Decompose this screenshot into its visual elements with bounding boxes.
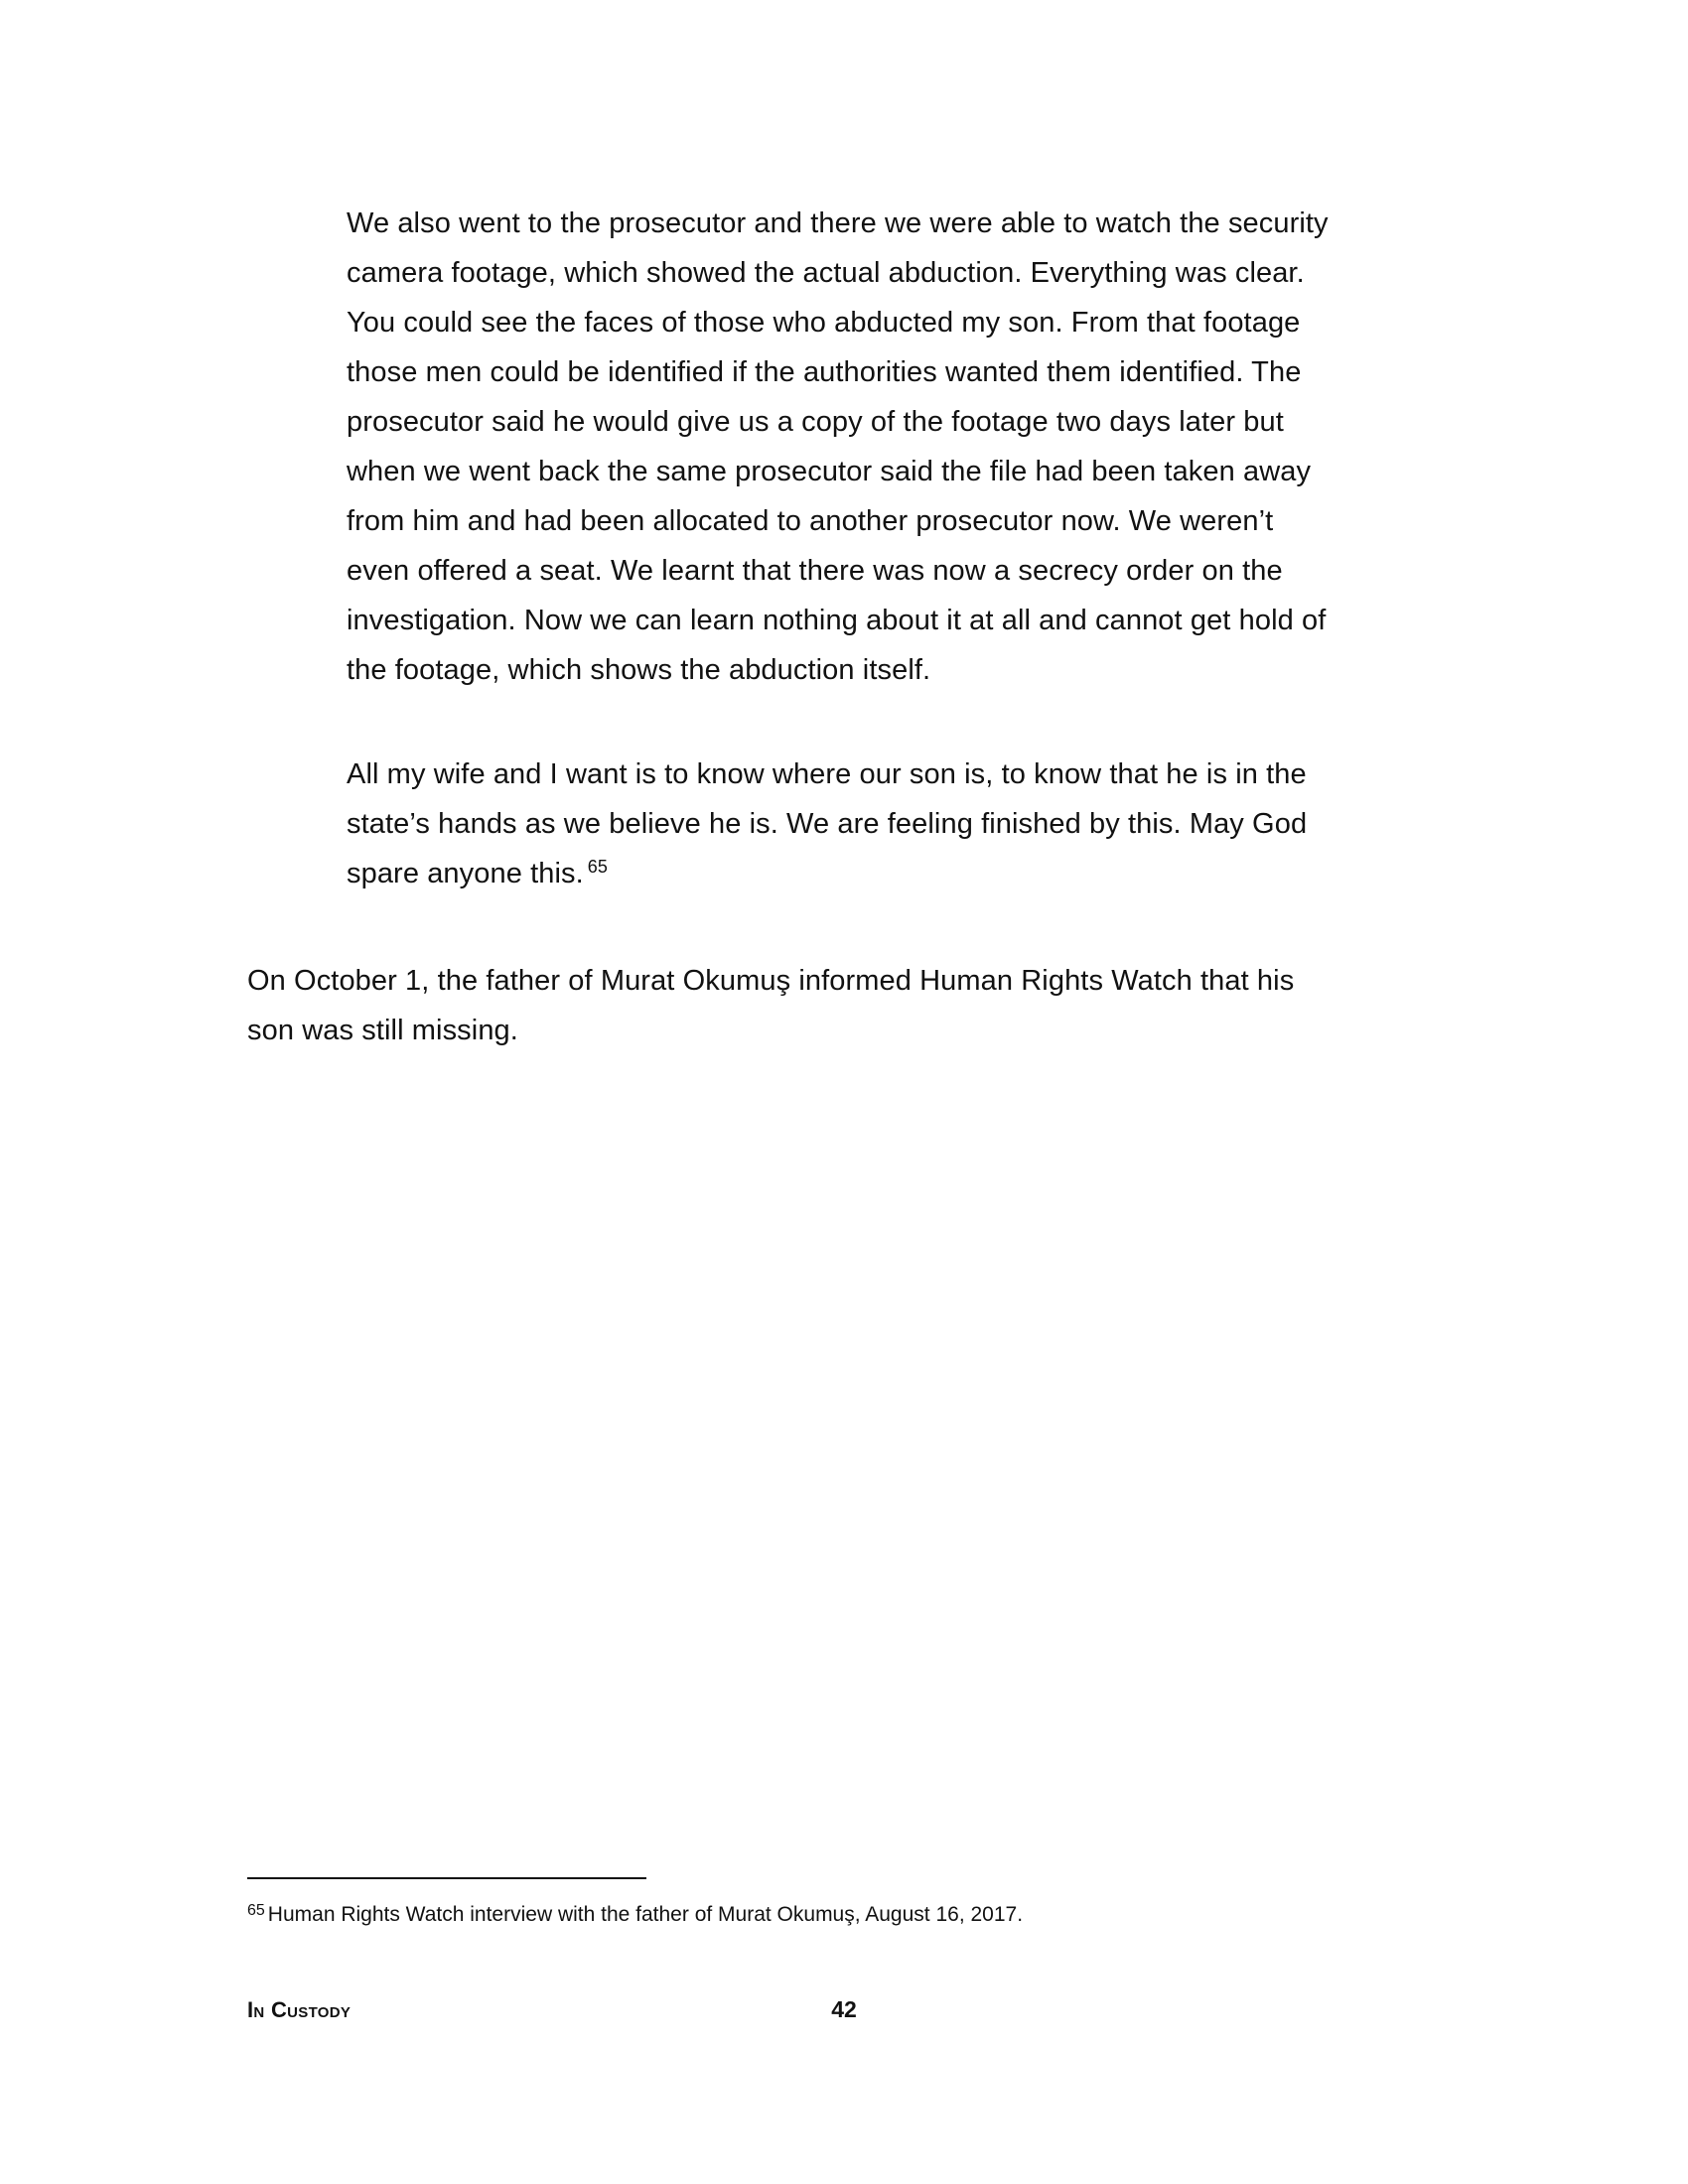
footnote xyxy=(247,1900,1439,1930)
body-paragraph-text: On October 1, the father of Murat Okumuş informed Human Rights Watch that his son was still missing. xyxy=(247,965,1295,1046)
block-quote-paragraph-2 xyxy=(347,750,1339,898)
block-quote-paragraph-1 xyxy=(347,199,1339,695)
page-number: 42 xyxy=(831,1996,857,2022)
footnote-text: Human Rights Watch interview with the father of Murat Okumuş, August 16, 2017. xyxy=(267,1903,1024,1926)
footnote-reference[interactable]: 65 xyxy=(587,857,609,877)
quote-paragraph-2 xyxy=(347,750,1339,898)
body-paragraph xyxy=(247,956,1339,1055)
quote-text-1: We also went to the prosecutor and there we were able to watch the security camera footage, which showed the actual abduction. Everything was clear. You could see the faces of those who abducted my son. From that footage those men could be identified if the authorities wanted them identified. The prosecutor said he would give us a copy of the footage two days later but when we went back the same prosecutor said the file had been taken away from him and had been allocated to another prosecutor now. We weren’t even offered a seat. We learnt that there was now a secrecy order on the investigation. Now we can learn nothing about it at all and cannot get hold of the footage, which shows the abduction itself. xyxy=(347,207,1329,686)
footnote-divider xyxy=(247,1877,646,1879)
running-title: In Custody xyxy=(247,1997,352,2022)
quote-text-2: All my wife and I want is to know where our son is, to know that he is in the state’s hands as we believe he is. We are feeling finished by this. May God spare anyone this. xyxy=(347,758,1308,889)
footnote-number: 65 xyxy=(247,1902,265,1919)
